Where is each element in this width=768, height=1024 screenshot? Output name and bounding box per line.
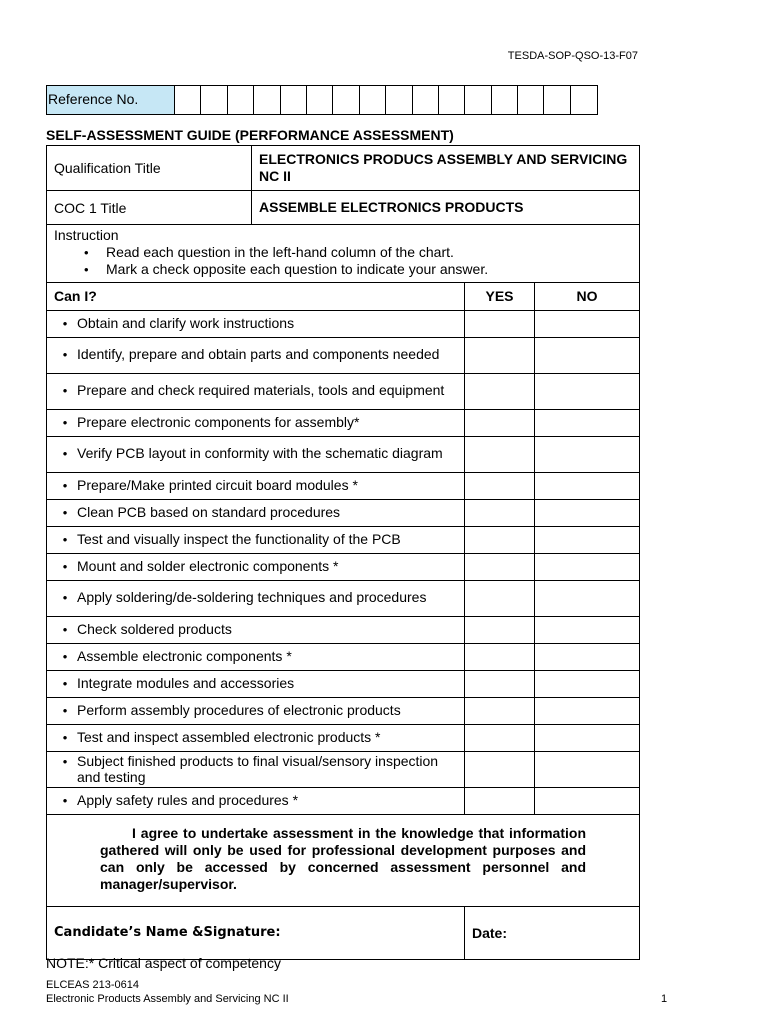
reference-digit-box[interactable]	[201, 86, 227, 114]
no-checkbox-cell[interactable]	[535, 337, 640, 373]
question-cell	[47, 553, 465, 580]
question-row	[47, 670, 640, 697]
instruction-cell	[47, 225, 640, 283]
coc-row	[47, 191, 640, 225]
no-checkbox-cell[interactable]	[535, 472, 640, 499]
question-row	[47, 310, 640, 337]
reference-digit-box[interactable]	[492, 86, 518, 114]
page-number: 1	[661, 993, 668, 1005]
bullet-icon: •	[62, 702, 68, 718]
yes-checkbox-cell[interactable]	[465, 526, 535, 553]
question-row	[47, 472, 640, 499]
question-text: Prepare electronic components for assembly*	[77, 413, 360, 430]
signature-row	[47, 906, 640, 959]
candidate-signature-field[interactable]: Candidate’s Name &Signature:	[47, 906, 465, 959]
question-cell	[47, 373, 465, 409]
yes-checkbox-cell[interactable]	[465, 310, 535, 337]
question-text: Identify, prepare and obtain parts and components needed	[77, 346, 440, 363]
instruction-item: • Mark a check opposite each question to indicate your answer.	[84, 261, 633, 279]
question-text: Prepare/Make printed circuit board modules *	[77, 476, 358, 493]
footer-title: Electronic Products Assembly and Servicing NC II	[46, 993, 289, 1005]
instruction-title: Instruction	[54, 227, 119, 243]
yes-checkbox-cell[interactable]	[465, 697, 535, 724]
reference-digit-box[interactable]	[333, 86, 359, 114]
yes-checkbox-cell[interactable]	[465, 787, 535, 814]
question-cell	[47, 670, 465, 697]
no-checkbox-cell[interactable]	[535, 787, 640, 814]
instruction-row	[47, 225, 640, 283]
instruction-item: • Read each question in the left-hand column of the chart.	[84, 244, 633, 262]
footer-code: ELCEAS 213-0614	[46, 979, 139, 991]
question-row	[47, 580, 640, 616]
yes-checkbox-cell[interactable]	[465, 337, 535, 373]
yes-header: YES	[465, 282, 535, 310]
reference-digit-box[interactable]	[386, 86, 412, 114]
can-i-header: Can I?	[47, 282, 465, 310]
question-row	[47, 697, 640, 724]
question-row	[47, 499, 640, 526]
question-text: Obtain and clarify work instructions	[77, 314, 295, 331]
no-checkbox-cell[interactable]	[535, 526, 640, 553]
question-row	[47, 751, 640, 787]
coc-value: ASSEMBLE ELECTRONICS PRODUCTS	[252, 191, 640, 225]
no-checkbox-cell[interactable]	[535, 697, 640, 724]
question-text: Subject finished products to final visual/sensory inspection and testing	[77, 752, 439, 785]
question-text: Test and inspect assembled electronic products *	[77, 728, 381, 745]
reference-digit-box[interactable]	[228, 86, 254, 114]
question-row	[47, 724, 640, 751]
yes-checkbox-cell[interactable]	[465, 472, 535, 499]
yes-checkbox-cell[interactable]	[465, 499, 535, 526]
bullet-icon: •	[62, 504, 68, 520]
coc-label: COC 1 Title	[47, 191, 252, 225]
qualification-row	[47, 146, 640, 191]
question-cell	[47, 580, 465, 616]
question-cell	[47, 526, 465, 553]
bullet-icon: •	[62, 558, 68, 574]
yes-checkbox-cell[interactable]	[465, 751, 535, 787]
no-checkbox-cell[interactable]	[535, 724, 640, 751]
question-cell	[47, 310, 465, 337]
question-row	[47, 409, 640, 436]
bullet-icon: •	[62, 414, 68, 430]
no-checkbox-cell[interactable]	[535, 553, 640, 580]
bullet-icon: •	[62, 531, 68, 547]
question-row	[47, 553, 640, 580]
question-row	[47, 643, 640, 670]
question-text: Apply safety rules and procedures *	[77, 791, 299, 808]
question-row	[47, 337, 640, 373]
critical-note: NOTE:* Critical aspect of competency	[46, 955, 281, 971]
reference-digit-box[interactable]	[175, 86, 201, 114]
agreement-cell	[47, 814, 640, 906]
no-checkbox-cell[interactable]	[535, 499, 640, 526]
no-header: NO	[535, 282, 640, 310]
reference-digit-box[interactable]	[439, 86, 465, 114]
qualification-value: ELECTRONICS PRODUCS ASSEMBLY AND SERVICING NC II	[252, 146, 640, 191]
question-text: Mount and solder electronic components *	[77, 557, 339, 574]
question-text: Assemble electronic components *	[77, 647, 292, 664]
question-text: Test and visually inspect the functionality of the PCB	[77, 530, 401, 547]
bullet-icon: •	[62, 477, 68, 493]
bullet-icon: •	[62, 753, 68, 769]
qualification-label: Qualification Title	[47, 146, 252, 191]
column-header-row	[47, 282, 640, 310]
yes-checkbox-cell[interactable]	[465, 580, 535, 616]
reference-digit-box[interactable]	[518, 86, 544, 114]
reference-digit-box[interactable]	[571, 86, 597, 114]
reference-digit-box[interactable]	[307, 86, 333, 114]
bullet-icon: •	[62, 383, 68, 399]
reference-digit-box[interactable]	[544, 86, 570, 114]
bullet-icon: •	[62, 590, 68, 606]
yes-checkbox-cell[interactable]	[465, 436, 535, 472]
question-cell	[47, 787, 465, 814]
question-row	[47, 526, 640, 553]
no-checkbox-cell[interactable]	[535, 670, 640, 697]
question-cell	[47, 643, 465, 670]
reference-digit-box[interactable]	[281, 86, 307, 114]
reference-digit-box[interactable]	[360, 86, 386, 114]
yes-checkbox-cell[interactable]	[465, 670, 535, 697]
bullet-icon: •	[62, 315, 68, 331]
no-checkbox-cell[interactable]	[535, 751, 640, 787]
question-cell	[47, 724, 465, 751]
agreement-row	[47, 814, 640, 906]
yes-checkbox-cell[interactable]	[465, 553, 535, 580]
question-cell	[47, 697, 465, 724]
question-cell	[47, 337, 465, 373]
question-text: Prepare and check required materials, tools and equipment	[77, 382, 445, 399]
bullet-icon: •	[62, 675, 68, 691]
instruction-list	[54, 244, 633, 279]
bullet-icon: •	[62, 729, 68, 745]
question-cell	[47, 616, 465, 643]
question-row	[47, 373, 640, 409]
no-checkbox-cell[interactable]	[535, 409, 640, 436]
yes-checkbox-cell[interactable]	[465, 409, 535, 436]
question-cell	[47, 751, 465, 787]
reference-boxes	[175, 86, 597, 114]
bullet-icon: •	[62, 621, 68, 637]
document-code: TESDA-SOP-QSO-13-F07	[507, 50, 638, 62]
question-text: Perform assembly procedures of electronic products	[77, 701, 401, 718]
reference-label: Reference No.	[47, 86, 175, 114]
bullet-icon: •	[62, 792, 68, 808]
self-assessment-table	[46, 145, 640, 960]
page-title: SELF-ASSESSMENT GUIDE (PERFORMANCE ASSESSMENT)	[46, 127, 454, 143]
no-checkbox-cell[interactable]	[535, 373, 640, 409]
bullet-icon: •	[62, 648, 68, 664]
question-cell	[47, 499, 465, 526]
reference-digit-box[interactable]	[413, 86, 439, 114]
bullet-icon: •	[62, 347, 68, 363]
no-checkbox-cell[interactable]	[535, 616, 640, 643]
reference-digit-box[interactable]	[254, 86, 280, 114]
bullet-icon: •	[62, 446, 68, 462]
question-cell	[47, 472, 465, 499]
question-text: Apply soldering/de-soldering techniques and procedures	[77, 589, 427, 606]
question-row	[47, 436, 640, 472]
question-row	[47, 616, 640, 643]
question-text: Verify PCB layout in conformity with the schematic diagram	[77, 445, 443, 462]
date-field[interactable]: Date:	[465, 906, 640, 959]
yes-checkbox-cell[interactable]	[465, 373, 535, 409]
question-row	[47, 787, 640, 814]
question-text: Clean PCB based on standard procedures	[77, 503, 341, 520]
question-text: Integrate modules and accessories	[77, 674, 295, 691]
no-checkbox-cell[interactable]	[535, 310, 640, 337]
no-checkbox-cell[interactable]	[535, 643, 640, 670]
no-checkbox-cell[interactable]	[535, 580, 640, 616]
question-cell	[47, 409, 465, 436]
no-checkbox-cell[interactable]	[535, 436, 640, 472]
reference-number-field	[46, 85, 598, 115]
yes-checkbox-cell[interactable]	[465, 616, 535, 643]
yes-checkbox-cell[interactable]	[465, 724, 535, 751]
question-text: Check soldered products	[77, 620, 232, 637]
agreement-text: I agree to undertake assessment in the knowledge that information gathered will only be used for professional development purposes and can only be accessed by concerned assessment personnel and manager/supervisor.	[100, 825, 587, 892]
yes-checkbox-cell[interactable]	[465, 643, 535, 670]
reference-digit-box[interactable]	[465, 86, 491, 114]
question-cell	[47, 436, 465, 472]
